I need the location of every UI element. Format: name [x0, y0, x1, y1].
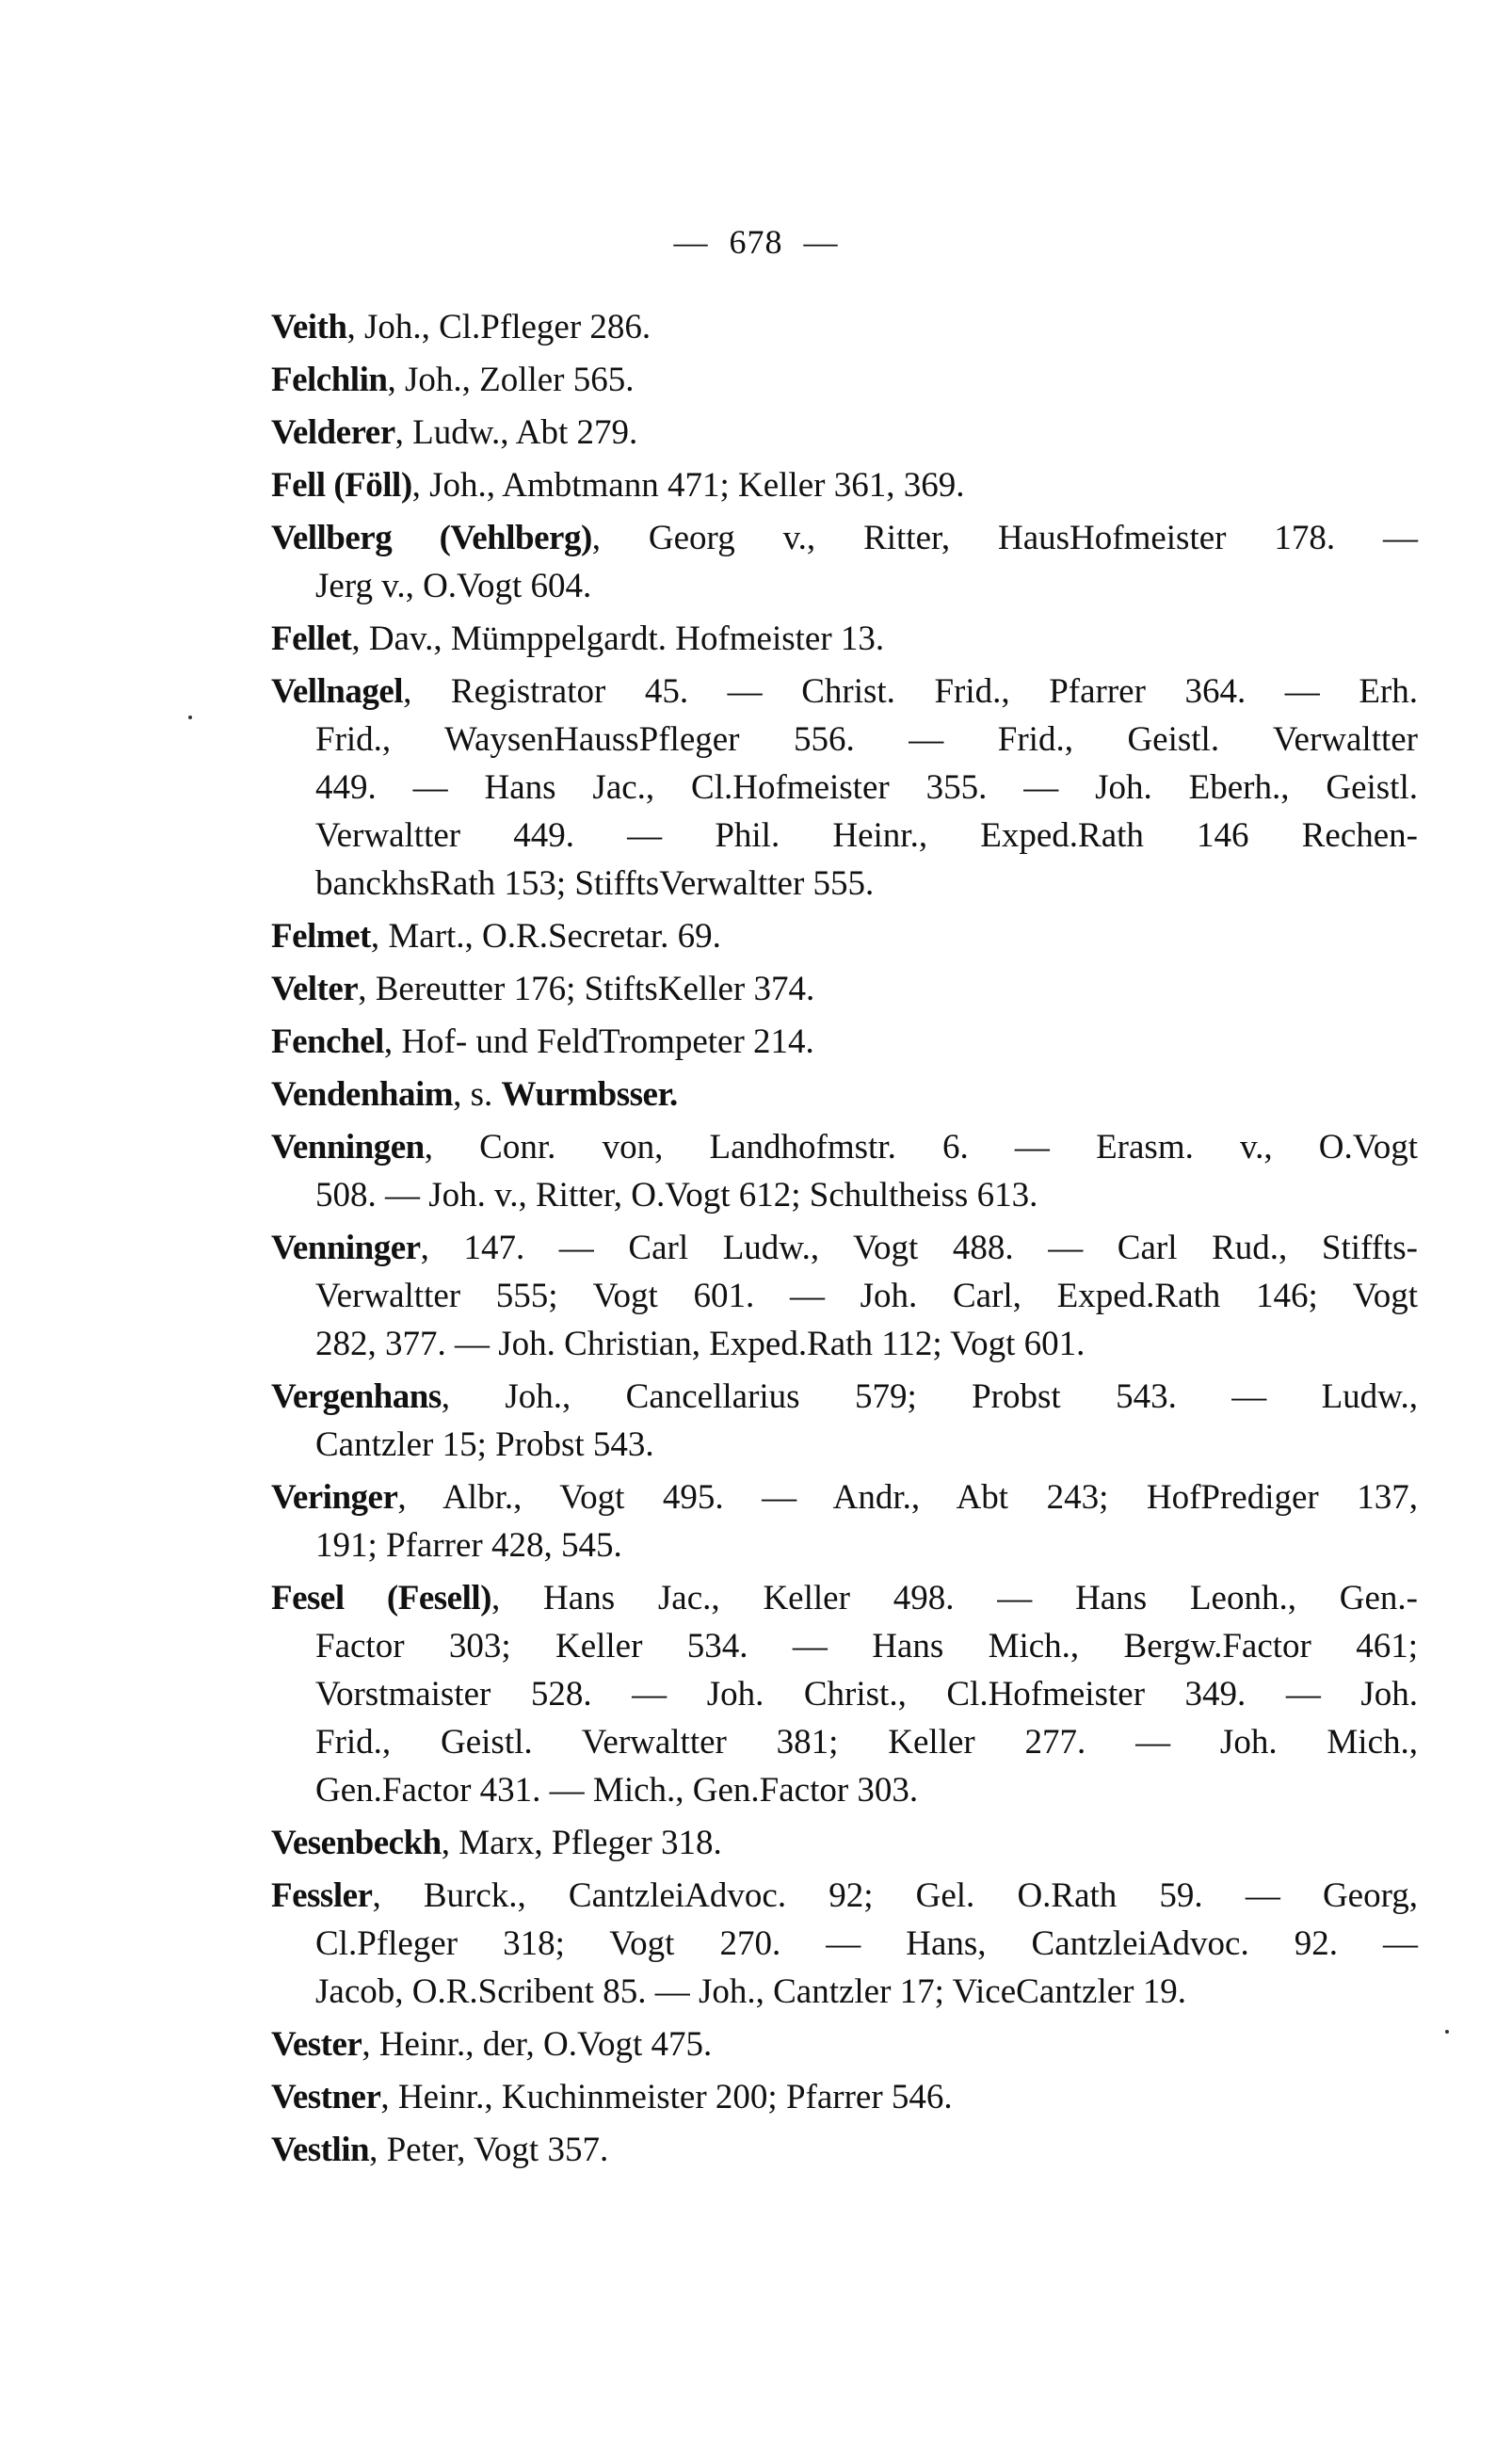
entry-text: , Heinr., der, O.Vogt 475.	[362, 2025, 713, 2064]
entry-first-line	[271, 2073, 1418, 2121]
entry-continuation-line	[271, 1968, 1418, 2016]
entry-first-line	[271, 1070, 1418, 1118]
index-entry	[271, 1123, 1418, 1219]
entry-surname: Vestlin	[271, 2131, 370, 2169]
entry-surname: Felchlin	[271, 361, 388, 399]
entry-surname: Veringer	[271, 1478, 398, 1517]
page-number-value: 678	[729, 223, 783, 261]
index-entry	[271, 1373, 1418, 1469]
entry-surname: Vergenhans	[271, 1377, 442, 1416]
entry-text: , Hans Jac., Keller 498. — Hans Leonh., Gen.-	[491, 1579, 1418, 1617]
entry-text: Frid., WaysenHaussPfleger 556. — Frid., Geistl. Verwaltter	[315, 720, 1418, 759]
entry-surname: Vesenbeckh	[271, 1824, 442, 1862]
page-number-dash-right: —	[803, 223, 839, 261]
entry-text: , Bereutter 176; StiftsKeller 374.	[358, 970, 815, 1008]
entry-first-line	[271, 2126, 1418, 2174]
entry-first-line	[271, 514, 1418, 562]
entry-text: Verwaltter 449. — Phil. Heinr., Exped.Rath 146 Rechen-	[315, 816, 1418, 855]
entry-text: , Peter, Vogt 357.	[369, 2131, 609, 2169]
entry-first-line	[271, 356, 1418, 404]
index-entry	[271, 461, 1418, 509]
index-entry	[271, 514, 1418, 610]
index-entry	[271, 2020, 1418, 2068]
entry-surname: Venninger	[271, 1229, 421, 1267]
index-entry	[271, 2126, 1418, 2174]
entry-text: 508. — Joh. v., Ritter, O.Vogt 612; Schultheiss 613.	[315, 1176, 1038, 1215]
entry-text: Cantzler 15; Probst 543.	[315, 1425, 654, 1464]
entry-surname: Venningen	[271, 1128, 425, 1167]
entry-continuation-line	[271, 1670, 1418, 1718]
entry-first-line	[271, 1373, 1418, 1421]
entry-first-line	[271, 461, 1418, 509]
entry-text: , Joh., Cancellarius 579; Probst 543. — Ludw.,	[441, 1377, 1418, 1416]
entry-text: , Registrator 45. — Christ. Frid., Pfarrer 364. — Erh.	[403, 672, 1418, 711]
entry-continuation-line	[271, 1272, 1418, 1320]
entry-text: Vorstmaister 528. — Joh. Christ., Cl.Hofmeister 349. — Joh.	[315, 1675, 1418, 1714]
entry-first-line	[271, 912, 1418, 960]
index-entry	[271, 668, 1418, 908]
entry-first-line	[271, 965, 1418, 1013]
entry-first-line	[271, 1473, 1418, 1521]
entry-first-line	[271, 1018, 1418, 1066]
entry-text: , Burck., CantzleiAdvoc. 92; Gel. O.Rath 59. — Georg,	[372, 1876, 1418, 1915]
entry-continuation-line	[271, 1320, 1418, 1368]
page-number-dash-left: —	[673, 223, 709, 261]
entry-surname: Vellnagel	[271, 672, 404, 711]
entry-text: 449. — Hans Jac., Cl.Hofmeister 355. — Joh. Eberh., Geistl.	[315, 768, 1418, 807]
index-entry	[271, 409, 1418, 457]
entry-surname: Fesel (Fesell)	[271, 1579, 491, 1617]
index-entry	[271, 1819, 1418, 1867]
entry-text: , Georg v., Ritter, HausHofmeister 178. —	[591, 519, 1418, 557]
entry-first-line	[271, 668, 1418, 716]
entry-text: Jerg v., O.Vogt 604.	[315, 567, 592, 605]
entry-text: , Joh., Cl.Pfleger 286.	[346, 308, 651, 346]
index-entry	[271, 1070, 1418, 1118]
entry-text: , Joh., Zoller 565.	[387, 361, 635, 399]
entry-first-line	[271, 303, 1418, 351]
page-number	[0, 222, 1512, 262]
index-entry	[271, 1872, 1418, 2016]
entry-first-line	[271, 1872, 1418, 1920]
entry-continuation-line	[271, 716, 1418, 764]
entry-surname: Fell (Föll)	[271, 466, 412, 505]
entry-text: , Hof- und FeldTrompeter 214.	[383, 1022, 814, 1061]
print-speck	[188, 716, 192, 719]
entry-text: banckhsRath 153; StifftsVerwaltter 555.	[315, 864, 875, 903]
entry-text: , Mart., O.R.Secretar. 69.	[370, 917, 721, 956]
entry-text: , Marx, Pfleger 318.	[441, 1824, 722, 1862]
entry-first-line	[271, 1819, 1418, 1867]
entry-first-line	[271, 2020, 1418, 2068]
entry-continuation-line	[271, 1521, 1418, 1569]
entry-text: , Joh., Ambtmann 471; Keller 361, 369.	[411, 466, 965, 505]
entry-continuation-line	[271, 1622, 1418, 1670]
index-entry	[271, 615, 1418, 663]
entry-text: Verwaltter 555; Vogt 601. — Joh. Carl, Exped.Rath 146; Vogt	[315, 1277, 1418, 1315]
entry-surname: Vestner	[271, 2078, 381, 2116]
index-entry	[271, 1574, 1418, 1814]
entry-first-line	[271, 1224, 1418, 1272]
entry-continuation-line	[271, 1718, 1418, 1766]
entry-text: , Ludw., Abt 279.	[394, 413, 638, 452]
entry-surname: Vellberg (Vehlberg)	[271, 519, 592, 557]
entry-text: 282, 377. — Joh. Christian, Exped.Rath 112; Vogt 601.	[315, 1325, 1086, 1363]
entry-cross-reference: Wurmbsser.	[501, 1075, 678, 1114]
entry-continuation-line	[271, 860, 1418, 908]
entry-text: Cl.Pfleger 318; Vogt 270. — Hans, CantzleiAdvoc. 92. —	[315, 1924, 1418, 1963]
entry-text: , Heinr., Kuchinmeister 200; Pfarrer 546.	[380, 2078, 953, 2116]
index-entry	[271, 1473, 1418, 1569]
index-entry	[271, 303, 1418, 351]
index-entry	[271, 965, 1418, 1013]
index-entry	[271, 1224, 1418, 1368]
entry-text: , Conr. von, Landhofmstr. 6. — Erasm. v., O.Vogt	[424, 1128, 1418, 1167]
entry-surname: Velter	[271, 970, 359, 1008]
entry-first-line	[271, 409, 1418, 457]
print-speck	[1445, 2030, 1449, 2034]
index-entries	[271, 303, 1418, 2179]
entry-continuation-line	[271, 1421, 1418, 1469]
entry-surname: Veith	[271, 308, 347, 346]
entry-surname: Vendenhaim	[271, 1075, 454, 1114]
entry-text: 191; Pfarrer 428, 545.	[315, 1526, 622, 1565]
entry-text: , s.	[453, 1075, 502, 1114]
entry-text: Gen.Factor 431. — Mich., Gen.Factor 303.	[315, 1771, 919, 1810]
entry-text: Jacob, O.R.Scribent 85. — Joh., Cantzler 17; ViceCantzler 19.	[315, 1972, 1186, 2011]
entry-continuation-line	[271, 1766, 1418, 1814]
index-entry	[271, 912, 1418, 960]
entry-text: Frid., Geistl. Verwaltter 381; Keller 277. — Joh. Mich.,	[315, 1723, 1418, 1762]
entry-continuation-line	[271, 1171, 1418, 1219]
index-entry	[271, 356, 1418, 404]
entry-surname: Felmet	[271, 917, 371, 956]
entry-text: Factor 303; Keller 534. — Hans Mich., Bergw.Factor 461;	[315, 1627, 1418, 1665]
index-entry	[271, 1018, 1418, 1066]
entry-text: , Albr., Vogt 495. — Andr., Abt 243; HofPrediger 137,	[397, 1478, 1418, 1517]
entry-continuation-line	[271, 812, 1418, 860]
entry-first-line	[271, 1123, 1418, 1171]
entry-continuation-line	[271, 562, 1418, 610]
entry-text: , Dav., Mümppelgardt. Hofmeister 13.	[351, 620, 885, 658]
entry-first-line	[271, 1574, 1418, 1622]
entry-text: , 147. — Carl Ludw., Vogt 488. — Carl Rud., Stiffts-	[420, 1229, 1418, 1267]
entry-surname: Fellet	[271, 620, 352, 658]
entry-first-line	[271, 615, 1418, 663]
entry-surname: Vester	[271, 2025, 362, 2064]
index-entry	[271, 2073, 1418, 2121]
entry-surname: Fenchel	[271, 1022, 384, 1061]
entry-surname: Fessler	[271, 1876, 373, 1915]
entry-continuation-line	[271, 764, 1418, 812]
entry-surname: Velderer	[271, 413, 395, 452]
entry-continuation-line	[271, 1920, 1418, 1968]
